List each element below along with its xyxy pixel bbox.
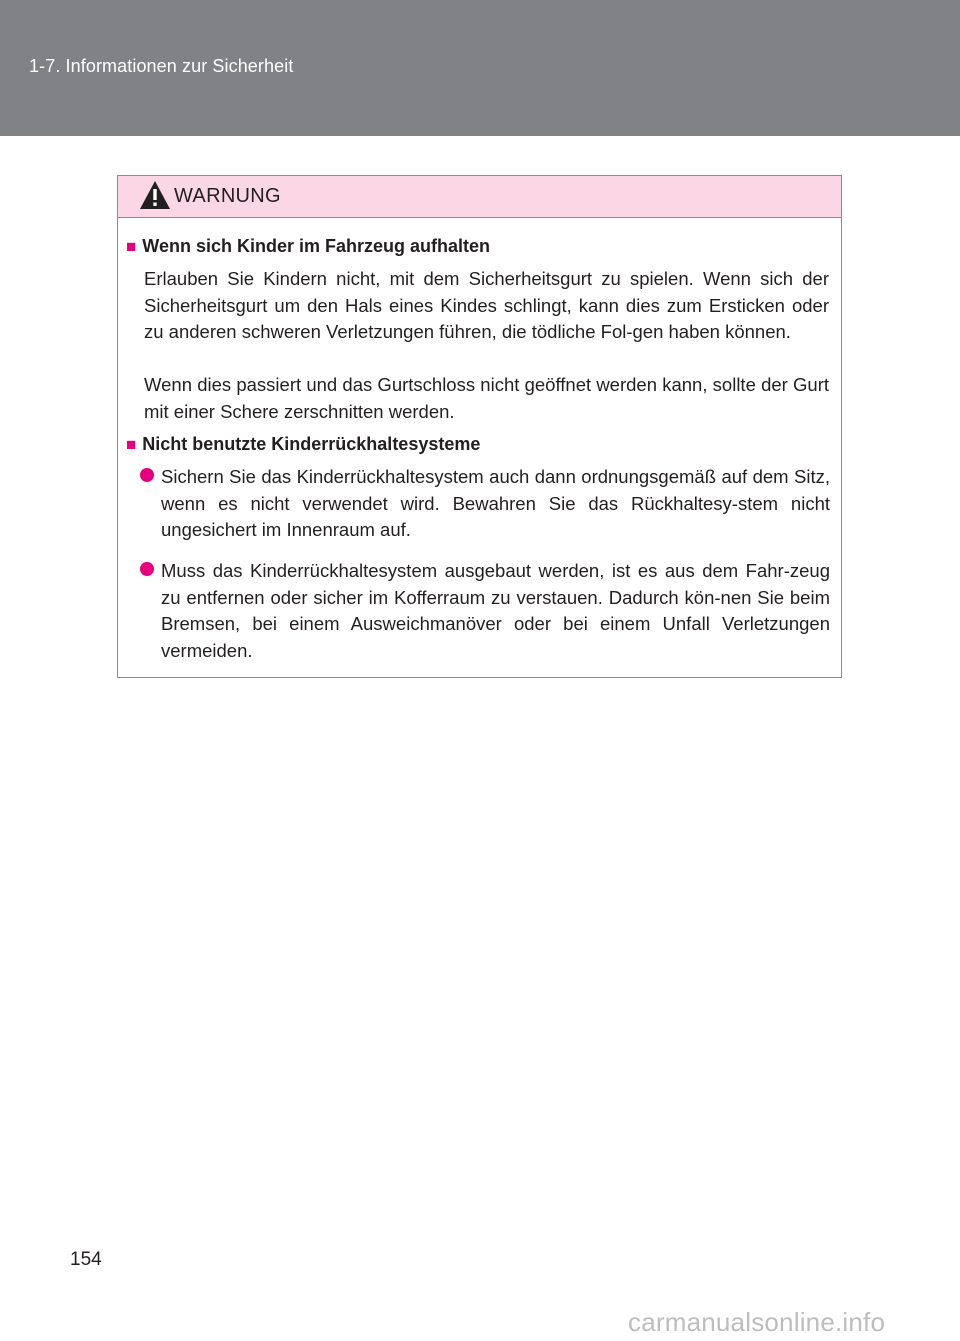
list-item: Sichern Sie das Kinderrückhaltesystem auch dann ordnungsgemäß auf dem Sitz, wenn es nicht verwendet wird. Bewahren Sie das Rückhaltesy-stem nicht ungesichert im Innenraum auf. — [140, 464, 830, 544]
warning-header — [118, 176, 841, 218]
round-bullet-icon — [140, 468, 154, 482]
list-item: Muss das Kinderrückhaltesystem ausgebaut werden, ist es aus dem Fahr-zeug zu entfernen oder sicher im Kofferraum zu verstauen. Dadurch kön-nen Sie beim Bremsen, bei einem Ausweichmanöver oder bei einem Unfall Verletzungen vermeiden. — [140, 558, 830, 664]
page-header — [0, 0, 960, 136]
square-bullet-icon: ■ — [126, 435, 137, 454]
warning-title: WARNUNG — [174, 185, 281, 207]
paragraph: Erlauben Sie Kindern nicht, mit dem Sicherheitsgurt zu spielen. Wenn sich der Sicherheitsgurt um den Hals eines Kindes schlingt, kann dies zum Ersticken oder zu anderen schweren Verletzungen führen, die tödliche Fol-gen haben können. — [144, 268, 829, 342]
watermark: carmanualsonline.info — [628, 1307, 886, 1337]
paragraph: Wenn dies passiert und das Gurtschloss nicht geöffnet werden kann, sollte der Gurt mit einer Schere zerschnitten werden. — [144, 374, 829, 422]
warning-box — [117, 175, 842, 678]
page-number: 154 — [70, 1249, 102, 1270]
section-heading: ■ Nicht benutzte Kinderrückhaltesysteme — [126, 434, 481, 454]
section-heading: ■ Wenn sich Kinder im Fahrzeug aufhalten — [126, 236, 490, 256]
warning-triangle-icon — [138, 179, 172, 211]
round-bullet-icon — [140, 562, 154, 576]
chapter-title: 1-7. Informationen zur Sicherheit — [29, 56, 294, 76]
square-bullet-icon: ■ — [126, 237, 137, 256]
